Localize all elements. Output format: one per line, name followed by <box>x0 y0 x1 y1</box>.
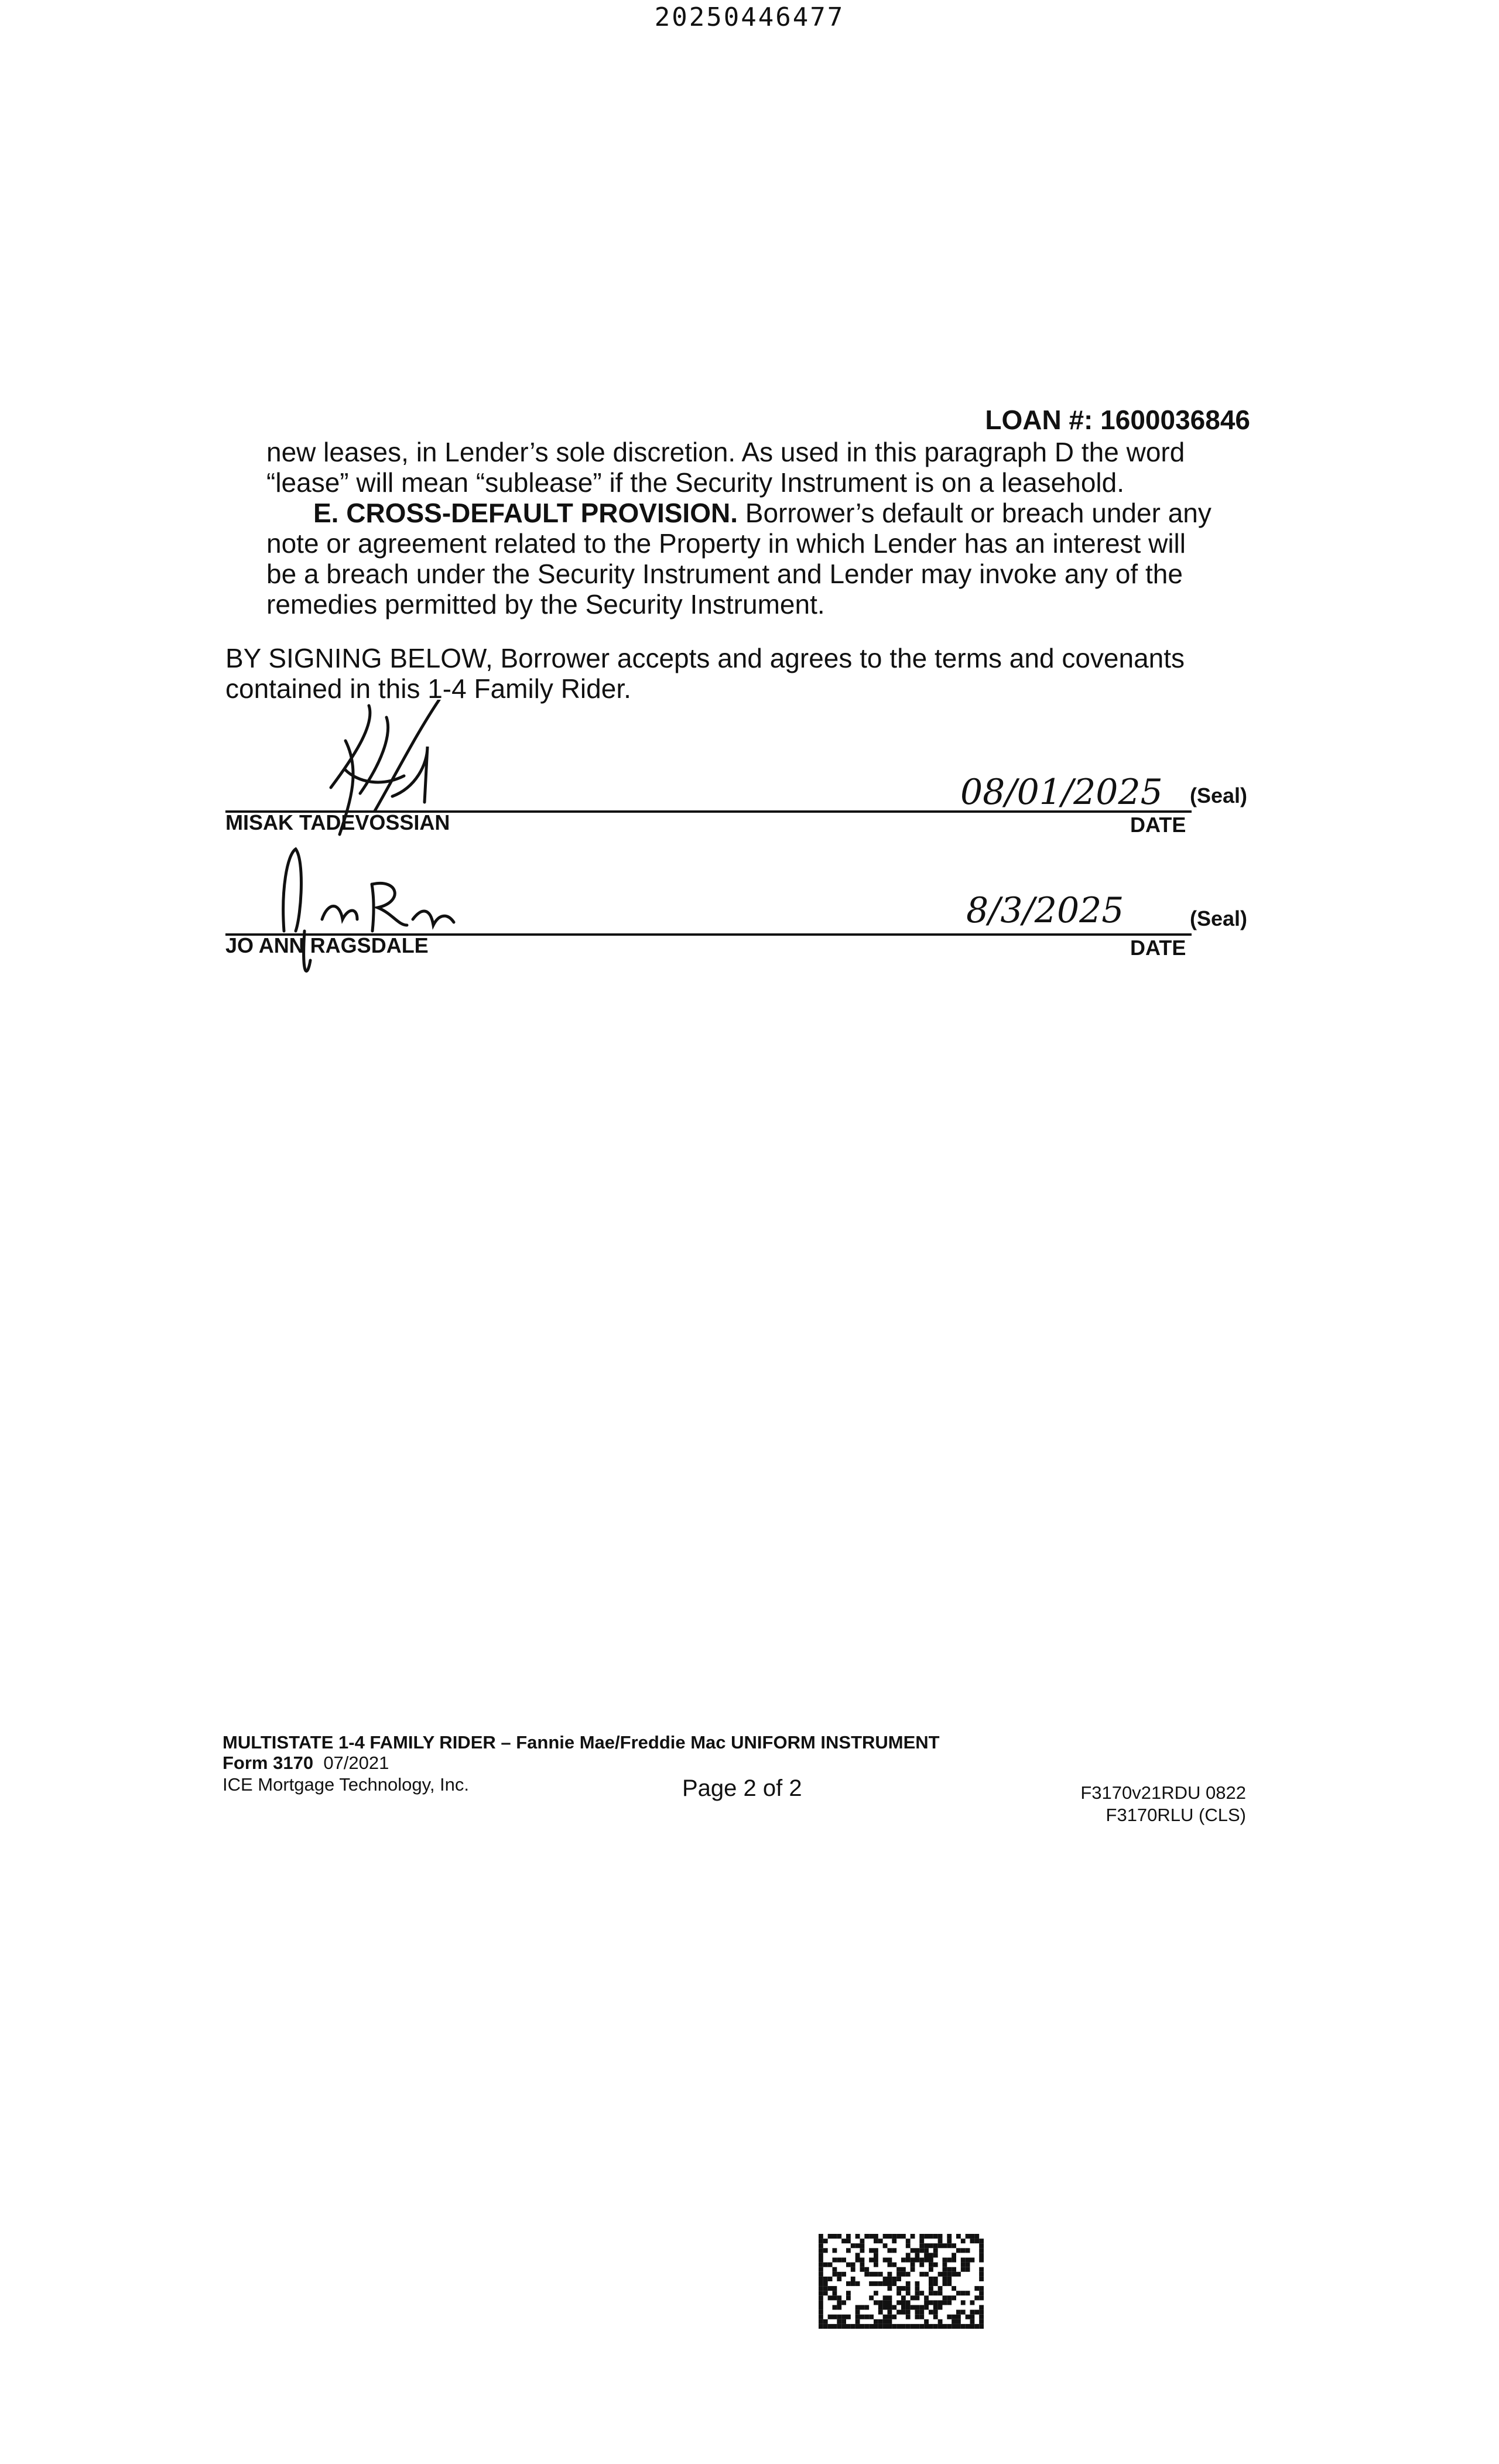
barcode-icon <box>819 2234 984 2329</box>
paragraph-d-continuation: new leases, in Lender’s sole discretion. As used in this paragraph D the word “lease” will mean “sublease” if the Security Instrument is on a leasehold. <box>266 437 1185 498</box>
borrower-name-2: JO ANN RAGSDALE <box>225 933 429 957</box>
seal-label-1: (Seal) <box>1190 783 1248 807</box>
footer-form-date: 07/2021 <box>323 1753 389 1773</box>
seal-label-2: (Seal) <box>1190 906 1248 930</box>
footer-form-label: Form 3170 <box>223 1753 314 1773</box>
recording-number: 20250446477 <box>654 2 845 32</box>
paragraph-e-heading: E. CROSS-DEFAULT PROVISION. <box>313 498 738 528</box>
loan-number: LOAN #: 1600036846 <box>985 405 1250 435</box>
date-label-1: DATE <box>1130 813 1186 837</box>
signing-statement: BY SIGNING BELOW, Borrower accepts and agrees to the terms and covenants contained in this 1-4 Family Rider. <box>225 643 1185 704</box>
paragraph-e-text: Borrower’s default or breach under any note or agreement related to the Property in which Lender has an interest will be a breach under the Security Instrument and Lender may invoke any of the remedies permitted by the Security Instrument. <box>266 498 1211 620</box>
form-code-1: F3170v21RDU 0822 <box>1080 1782 1246 1803</box>
footer-title: MULTISTATE 1-4 FAMILY RIDER – Fannie Mae/Freddie Mac UNIFORM INSTRUMENT <box>223 1732 940 1753</box>
signature-date-2: 8/3/2025 <box>966 890 1124 931</box>
footer-form <box>223 1753 389 1774</box>
borrower-name-1: MISAK TADEVOSSIAN <box>225 810 450 834</box>
signature-date-1: 08/01/2025 <box>960 772 1163 813</box>
paragraph-e <box>266 498 1215 620</box>
page-number: Page 2 of 2 <box>682 1775 802 1801</box>
date-label-2: DATE <box>1130 936 1186 960</box>
footer-company: ICE Mortgage Technology, Inc. <box>223 1774 470 1795</box>
form-code-2: F3170RLU (CLS) <box>1106 1805 1246 1825</box>
